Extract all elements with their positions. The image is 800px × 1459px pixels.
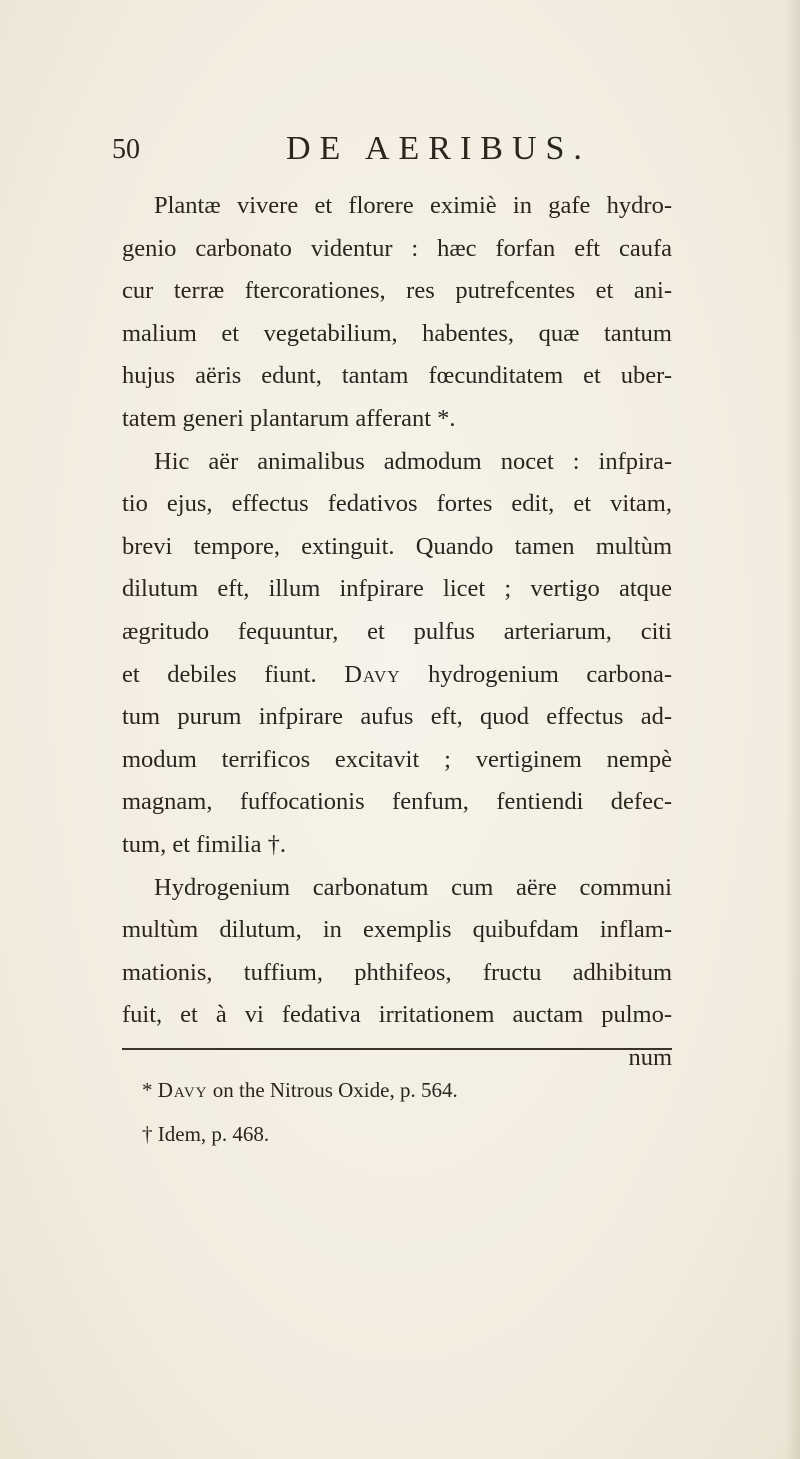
- text-line: tio ejus, effectus fedativos fortes edit, et vitam,: [122, 490, 672, 518]
- text-line: genio carbonato videntur : hæc forfan eft caufa: [122, 234, 672, 262]
- text-line: brevi tempore, extinguit. Quando tamen multùm: [122, 532, 672, 560]
- body-text: [122, 185, 672, 1079]
- page-edge-shadow: [786, 0, 800, 1459]
- page-header: [112, 130, 632, 174]
- text-fragment: et debiles fiunt.: [122, 660, 317, 688]
- footnote-rule: [122, 1048, 672, 1050]
- text-fragment: hydrogenium carbona-: [428, 660, 673, 688]
- footnote: [142, 1068, 662, 1112]
- text-line: tum, et fimilia †.: [122, 830, 286, 858]
- text-line: hujus aëris edunt, tantam fœcunditatem et uber-: [122, 362, 672, 390]
- text-line: fuit, et à vi fedativa irritationem auctam pulmo-: [122, 1001, 672, 1029]
- footnote-mark: †: [142, 1122, 153, 1146]
- text-line: Hydrogenium carbonatum cum aëre communi: [154, 873, 672, 901]
- page-number: 50: [112, 134, 140, 165]
- text-line: tum purum infpirare aufus eft, quod effectus ad-: [122, 703, 672, 731]
- text-line: [122, 654, 672, 697]
- text-line: Hic aër animalibus admodum nocet : infpira-: [154, 447, 672, 475]
- text-line: modum terrificos excitavit ; vertiginem nempè: [122, 745, 672, 773]
- text-line: multùm dilutum, in exemplis quibufdam inflam-: [122, 916, 672, 944]
- footnote-text: on the Nitrous Oxide, p. 564.: [212, 1078, 458, 1102]
- footnote-mark: *: [142, 1078, 153, 1102]
- text-line: Plantæ vivere et florere eximiè in gafe hydro-: [154, 192, 672, 219]
- footnotes: [142, 1068, 662, 1156]
- running-head: DE AERIBUS.: [286, 130, 591, 167]
- author-name: Davy: [344, 660, 401, 688]
- author-name: Davy: [157, 1078, 208, 1102]
- text-line: cur terræ ftercorationes, res putrefcentes et ani-: [122, 277, 672, 305]
- text-line: mationis, tuffium, phthifeos, fructu adhibitum: [122, 958, 672, 986]
- text-line: malium et vegetabilium, habentes, quæ tantum: [122, 319, 672, 347]
- text-line: dilutum eft, illum infpirare licet ; vertigo atque: [122, 575, 672, 603]
- text-line: num: [628, 1043, 672, 1071]
- text-line: tatem generi plantarum afferant *.: [122, 404, 456, 432]
- footnote: [142, 1112, 662, 1156]
- text-line: magnam, fuffocationis fenfum, fentiendi defec-: [122, 788, 672, 816]
- text-line: ægritudo fequuntur, et pulfus arteriarum, citi: [122, 617, 672, 645]
- footnote-text: Idem, p. 468.: [157, 1122, 270, 1146]
